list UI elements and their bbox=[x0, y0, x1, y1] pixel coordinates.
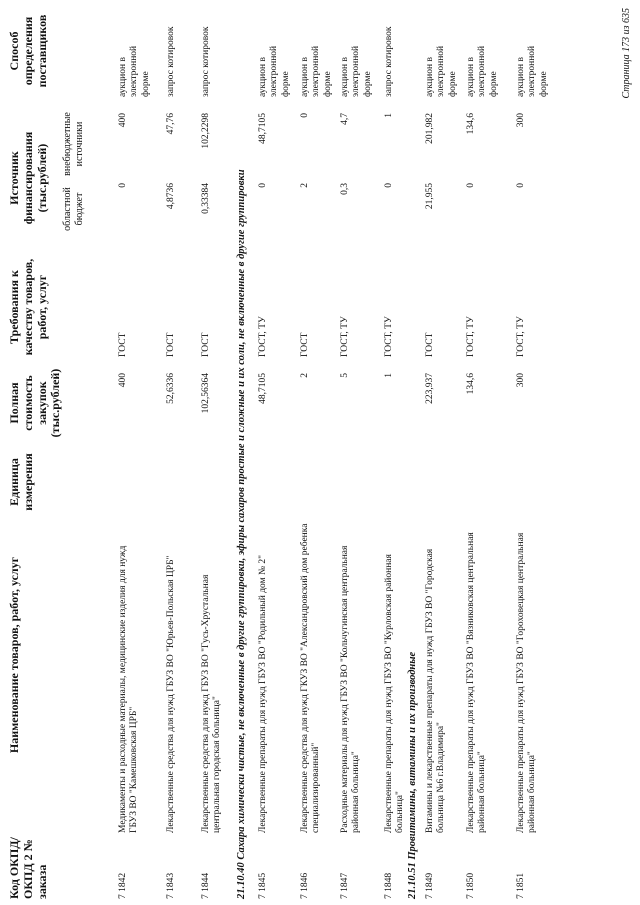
cell-name: Лекарственные средства для нужд ГКУЗ ВО "Александровский дом ребенка специализированный" bbox=[300, 523, 322, 833]
cell-offbudget: 4,7 bbox=[340, 113, 350, 125]
page-number: Страница 173 из 635 bbox=[621, 8, 632, 99]
header-cost: Полная стоимость закупок (тыс.рублей) bbox=[7, 368, 63, 438]
cell-code: 7 1849 bbox=[425, 872, 435, 899]
cell-cost: 300 bbox=[516, 373, 526, 388]
cell-method: аукцион в электронной форме bbox=[425, 45, 458, 97]
cell-regional: 0 bbox=[384, 183, 394, 188]
cell-code: 7 1842 bbox=[118, 872, 128, 899]
cell-cost: 48,7105 bbox=[258, 373, 268, 404]
cell-cost: 1 bbox=[384, 373, 394, 378]
cell-regional: 0 bbox=[516, 183, 526, 188]
cell-offbudget: 400 bbox=[118, 113, 128, 128]
cell-offbudget: 102,2298 bbox=[201, 113, 211, 149]
cell-method: аукцион в электронной форме bbox=[258, 45, 291, 97]
header-requirements: Требования к качеству товаров, работ, услуг bbox=[7, 258, 49, 356]
cell-requirements: ГОСТ, ТУ bbox=[466, 316, 476, 357]
cell-method: запрос котировок bbox=[166, 26, 176, 97]
cell-name: Лекарственные препараты для нужд ГБУЗ ВО "Родильный дом № 2" bbox=[258, 554, 268, 833]
cell-regional: 0 bbox=[258, 183, 268, 188]
header-financing-regional: областной бюджет bbox=[62, 187, 85, 231]
cell-requirements: ГОСТ, ТУ bbox=[340, 316, 350, 357]
header-name: Наименование товаров, работ, услуг bbox=[7, 556, 21, 754]
cell-cost: 223,937 bbox=[425, 373, 435, 404]
cell-cost: 400 bbox=[118, 373, 128, 388]
cell-requirements: ГОСТ, ТУ bbox=[258, 316, 268, 357]
cell-cost: 2 bbox=[300, 373, 310, 378]
cell-method: аукцион в электронной форме bbox=[300, 45, 333, 97]
cell-offbudget: 300 bbox=[516, 113, 526, 128]
header-method: Способ определения поставщиков bbox=[7, 14, 49, 88]
cell-name: Медикаменты и расходные материалы, медицинские изделия для нужд ГБУЗ ВО "Камешковская ЦРБ" bbox=[118, 545, 140, 833]
cell-code: 7 1846 bbox=[300, 872, 310, 899]
cell-requirements: ГОСТ, ТУ bbox=[384, 316, 394, 357]
cell-regional: 2 bbox=[300, 183, 310, 188]
cell-offbudget: 1 bbox=[384, 113, 394, 118]
cell-code: 7 1848 bbox=[384, 872, 394, 899]
cell-requirements: ГОСТ bbox=[201, 332, 211, 357]
cell-requirements: ГОСТ bbox=[300, 332, 310, 357]
header-unit: Единица измерения bbox=[7, 453, 35, 511]
cell-name: Лекарственные препараты для нужд ГБУЗ ВО "Гороховецкая центральная районная больница" bbox=[516, 532, 538, 833]
cell-offbudget: 201,982 bbox=[425, 113, 435, 144]
cell-name: Лекарственные средства для нужд ГБУЗ ВО "Гусь-Хрустальная центральная городская больница" bbox=[201, 574, 223, 833]
cell-requirements: ГОСТ, ТУ bbox=[516, 316, 526, 357]
cell-method: запрос котировок bbox=[384, 26, 394, 97]
cell-offbudget: 134,6 bbox=[466, 113, 476, 135]
cell-method: аукцион в электронной форме bbox=[516, 45, 549, 97]
cell-code: 7 1844 bbox=[201, 872, 211, 899]
cell-method: аукцион в электронной форме bbox=[118, 45, 151, 97]
cell-name: Лекарственные препараты для нужд ГБУЗ ВО "Курловская районная больница" bbox=[384, 554, 406, 833]
cell-requirements: ГОСТ bbox=[118, 332, 128, 357]
cell-offbudget: 47,76 bbox=[166, 113, 176, 135]
cell-cost: 5 bbox=[340, 373, 350, 378]
group-heading: 21.10.51 Провитамины, витамины и их производные bbox=[407, 651, 418, 899]
cell-code: 7 1850 bbox=[466, 872, 476, 899]
cell-regional: 4,8736 bbox=[166, 183, 176, 210]
cell-requirements: ГОСТ bbox=[425, 332, 435, 357]
cell-offbudget: 0 bbox=[300, 113, 310, 118]
cell-name: Витамины и лекарственные препараты для нужд ГБУЗ ВО "Городская больница №6 г.Владимира" bbox=[425, 548, 447, 833]
cell-cost: 52,6336 bbox=[166, 373, 176, 404]
header-financing: Источник финансирования (тыс.рублей) bbox=[7, 131, 49, 225]
cell-code: 7 1851 bbox=[516, 872, 526, 899]
header-code: Код ОКПД/ ОКПД 2 № заказа bbox=[7, 837, 49, 899]
cell-regional: 0,33384 bbox=[201, 183, 211, 214]
cell-method: аукцион в электронной форме bbox=[466, 45, 499, 97]
cell-code: 7 1847 bbox=[340, 872, 350, 899]
cell-regional: 0,3 bbox=[340, 183, 350, 195]
group-heading: 21.10.40 Сахара химически чистые, не включенные в другие группировки, эфиры сахаров простые и сложные и их соли, не включенные в другие группировки bbox=[236, 169, 247, 899]
cell-name: Лекарственные препараты для нужд ГБУЗ ВО "Вязниковская центральная районная больница" bbox=[466, 532, 488, 833]
cell-regional: 0 bbox=[466, 183, 476, 188]
cell-method: запрос котировок bbox=[201, 26, 211, 97]
header-financing-offbudget: внебюджетные источники bbox=[62, 112, 85, 176]
cell-regional: 21,955 bbox=[425, 183, 435, 210]
cell-name: Лекарственные средства для нужд ГБУЗ ВО "Юрьев-Польская ЦРБ" bbox=[166, 555, 176, 833]
cell-requirements: ГОСТ bbox=[166, 332, 176, 357]
cell-cost: 102,56364 bbox=[201, 373, 211, 414]
cell-cost: 134,6 bbox=[466, 373, 476, 395]
cell-code: 7 1845 bbox=[258, 872, 268, 899]
cell-offbudget: 48,7105 bbox=[258, 113, 268, 144]
cell-name: Расходные материалы для нужд ГБУЗ ВО "Кольчугинская центральная районная больница" bbox=[340, 545, 362, 833]
cell-code: 7 1843 bbox=[166, 872, 176, 899]
cell-regional: 0 bbox=[118, 183, 128, 188]
cell-method: аукцион в электронной форме bbox=[340, 45, 373, 97]
